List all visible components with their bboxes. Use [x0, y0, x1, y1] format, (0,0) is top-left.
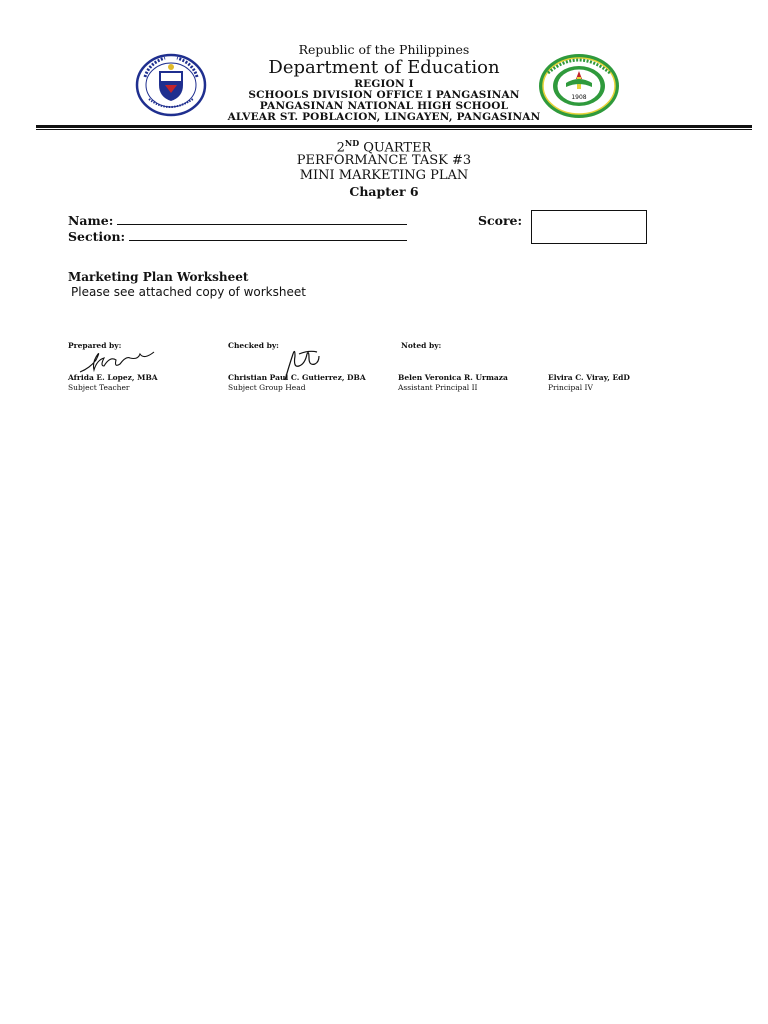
name-blank[interactable]: [117, 213, 407, 225]
plan-title: MINI MARKETING PLAN: [299, 168, 469, 183]
section-blank[interactable]: [129, 229, 407, 241]
score-box[interactable]: [531, 210, 647, 244]
checked-by-label: Checked by:: [228, 341, 279, 350]
signatory-title-1: Subject Teacher: [68, 383, 130, 392]
header-address: ALVEAR ST. POBLACION, LINGAYEN, PANGASINAN: [227, 111, 541, 123]
quarter-suffix: ND: [344, 138, 360, 148]
signatory-name-3: Belen Veronica R. Urmaza: [398, 373, 508, 382]
header-department: Department of Education: [268, 57, 500, 78]
quarter-word: QUARTER: [359, 140, 432, 156]
signatory-title-2: Subject Group Head: [228, 383, 306, 392]
worksheet-heading: Marketing Plan Worksheet: [68, 270, 249, 284]
score-label: Score:: [478, 213, 523, 228]
header-school: PANGASINAN NATIONAL HIGH SCHOOL: [259, 100, 509, 112]
task-title: PERFORMANCE TASK #3: [296, 153, 472, 168]
section-label: Section:: [68, 229, 126, 244]
quarter-number: 2: [336, 140, 345, 156]
header-division: SCHOOLS DIVISION OFFICE I PANGASINAN: [248, 89, 520, 101]
header-divider: [36, 125, 752, 128]
name-label: Name:: [68, 213, 114, 228]
section-field: [68, 229, 407, 244]
worksheet-note: Please see attached copy of worksheet: [71, 285, 306, 299]
signatory-title-3: Assistant Principal II: [398, 383, 478, 392]
noted-by-label: Noted by:: [401, 341, 442, 350]
header-republic: Republic of the Philippines: [298, 42, 470, 57]
prepared-by-label: Prepared by:: [68, 341, 122, 350]
name-field: [68, 213, 407, 228]
header-region: REGION I: [354, 78, 414, 90]
chapter-title: Chapter 6: [349, 184, 419, 199]
signatory-title-4: Principal IV: [548, 383, 593, 392]
seal-year: 1908: [571, 94, 587, 101]
header-divider-thin: [36, 129, 752, 130]
signatory-name-2: Christian Paul C. Gutierrez, DBA: [228, 373, 366, 382]
signatory-name-1: Afrida E. Lopez, MBA: [68, 373, 158, 382]
signatory-name-4: Elvira C. Viray, EdD: [548, 373, 630, 382]
